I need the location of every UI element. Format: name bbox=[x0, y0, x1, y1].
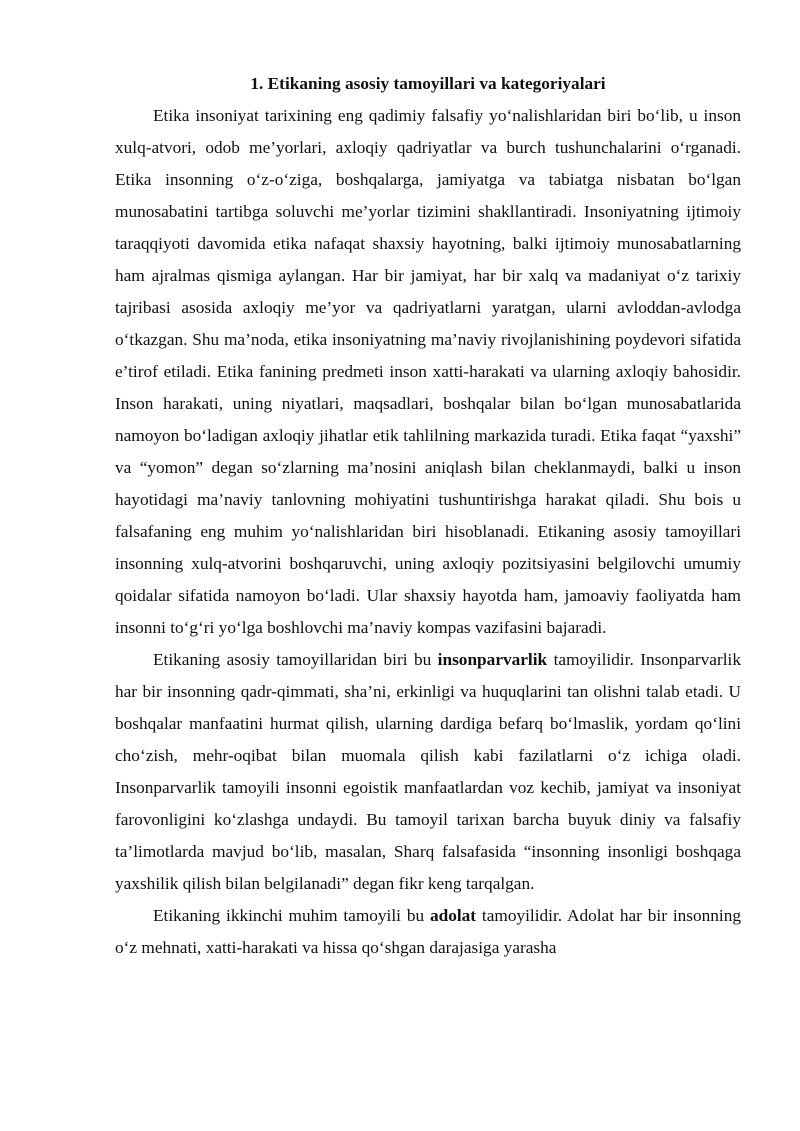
paragraph-text: Etika insoniyat tarixining eng qadimiy falsafiy yo‘nalishlaridan biri bo‘lib, u inson xulq-atvori, odob me’yorlari, axloqiy qadriyatlar va burch tushunchalarini o‘rganadi. Etika insonning o‘z-o‘ziga, boshqalarga, jamiyatga va tabiatga nisbatan bo‘lgan munosabatini tartibga soluvchi me’yorlar tizimini shakllantiradi. Insoniyatning ijtimoiy taraqqiyoti davomida etika nafaqat shaxsiy hayotning, balki ijtimoiy munosabatlarning ham ajralmas qismiga aylangan. Har bir jamiyat, har bir xalq va madaniyat o‘z tarixiy tajribasi asosida axloqiy me’yor va qadriyatlarni yaratgan, ularni avloddan-avlodga o‘tkazgan. Shu ma’noda, etika insoniyatning ma’naviy rivojlanishining poydevori sifatida e’tirof etiladi. Etika fanining predmeti inson xatti-harakati va ularning axloqiy bahosidir. Inson harakati, uning niyatlari, maqsadlari, boshqalar bilan bo‘lgan munosabatlarida namoyon bo‘ladigan axloqiy jihatlar etik tahlilning markazida turadi. Etika faqat “yaxshi” va “yomon” degan so‘zlarning ma’nosini aniqlash bilan cheklanmaydi, balki u inson hayotidagi ma’naviy tanlovning mohiyatini tushuntirishga harakat qiladi. Shu bois u falsafaning eng muhim yo‘nalishlaridan biri hisoblanadi. Etikaning asosiy tamoyillari insonning xulq-atvorini boshqaruvchi, uning axloqiy pozitsiyasini belgilovchi umumiy qoidalar sifatida namoyon bo‘ladi. Ular shaxsiy hayotda ham, jamoaviy faoliyatda ham insonni to‘g‘ri yo‘lga boshlovchi ma’naviy kompas vazifasini bajaradi. bbox=[115, 106, 741, 637]
term-adolat: adolat bbox=[429, 906, 477, 925]
paragraph-text-rest: tamoyilidir. Insonparvarlik har bir insonning qadr-qimmati, sha’ni, erkinligi va huquqlarini tan olishni talab etadi. U boshqalar manfaatini hurmat qilish, ularning dardiga befarq bo‘lmaslik, yordam qo‘lini cho‘zish, mehr-oqibat bilan muomala qilish kabi fazilatlarni o‘z ichiga oladi. Insonparvarlik tamoyili insonni egoistik manfaatlardan voz kechib, jamiyat va insoniyat farovonligini ko‘zlashga undaydi. Bu tamoyil tarixan barcha buyuk diniy va falsafiy ta’limotlarda mavjud bo‘lib, masalan, Sharq falsafasida “insonning insonligi boshqaga yaxshilik qilish bilan belgilanadi” degan fikr keng tarqalgan. bbox=[115, 650, 741, 893]
paragraph-text-rest: tamoyilidir. Adolat har bir insonning o‘z mehnati, xatti-harakati va hissa qo‘shgan darajasiga yarasha bbox=[115, 906, 741, 957]
paragraph-etika-intro bbox=[115, 100, 741, 644]
paragraph-adolat bbox=[115, 900, 741, 964]
section-title: 1. Etikaning asosiy tamoyillari va kategoriyalari bbox=[250, 74, 606, 93]
paragraph-insonparvarlik bbox=[115, 644, 741, 900]
paragraph-text-lead: Etikaning ikkinchi muhim tamoyili bu bbox=[153, 906, 430, 925]
term-insonparvarlik: insonparvarlik bbox=[437, 650, 548, 669]
paragraph-text-lead: Etikaning asosiy tamoyillaridan biri bu bbox=[153, 650, 438, 669]
document-body bbox=[115, 70, 741, 964]
